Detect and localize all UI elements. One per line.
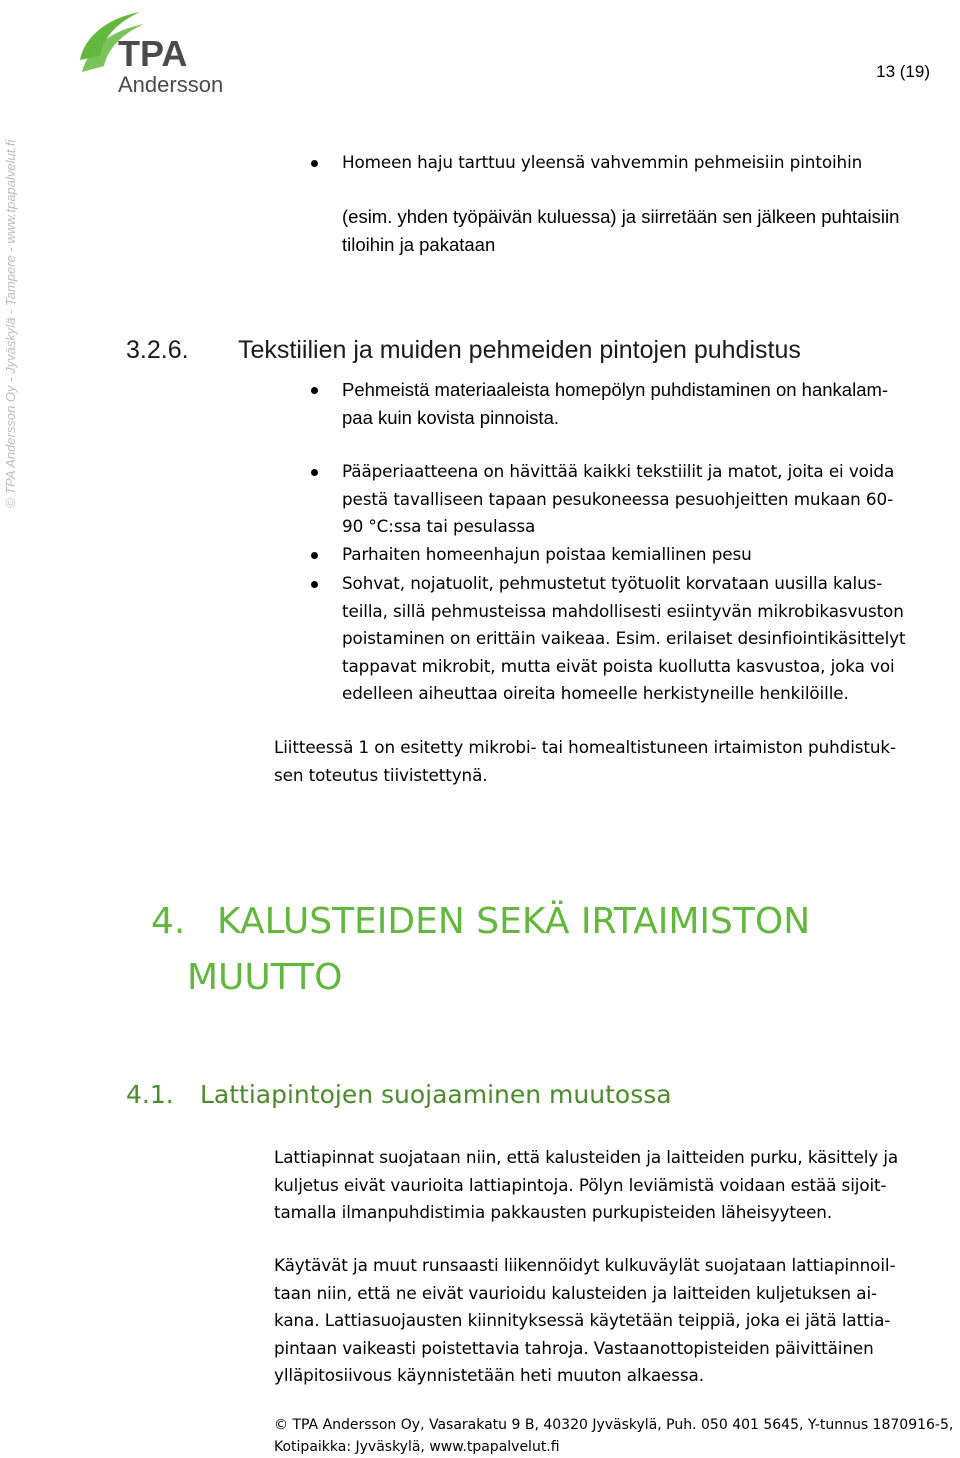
text-line: pestä tavalliseen tapaan pesukoneessa pesuohjeitten mukaan 60- [342,488,894,509]
bullet-dot [311,581,318,588]
logo-text-sub: Andersson [118,72,224,97]
chapter-heading [151,894,911,1006]
text-line: Liitteessä 1 on esitetty mikrobi- tai homealtistuneen irtaimiston puhdistuk- [274,737,896,757]
bullet-dot [311,469,318,476]
page-footer [274,1414,954,1458]
subsection-title: Lattiapintojen suojaaminen muutossa [200,1080,672,1109]
copyright-sidebar [0,118,22,518]
list-item [342,541,954,569]
logo-graphic [78,8,238,98]
text-line: Käytävät ja muut runsaasti liikennöidyt kulkuväylät suojataan lattiapinnoil- [274,1255,896,1275]
company-logo [78,8,238,98]
bullet-dot [311,552,318,559]
text-line: 90 °C:ssa tai pesulassa [342,516,536,536]
text-line: poistaminen on erittäin vaikeaa. Esim. erilaiset desinfiointikäsittelyt [342,628,906,648]
text-line: edelleen aiheuttaa oireita homeelle herkistyneille henkilöille. [342,683,849,703]
text-line: (esim. yhden työpäivän kuluessa) ja siirretään sen jälkeen puhtaisiin [342,206,900,227]
text-line: kana. Lattiasuojausten kiinnityksessä käytetään teippiä, joka ei jätä lattia- [274,1310,891,1330]
list-item [342,376,954,432]
section-number: 3.2.6. [126,336,189,364]
text-line: ylläpitosiivous käynnistetään heti muuton alkaessa. [274,1365,704,1385]
section-title: Tekstiilien ja muiden pehmeiden pintojen puhdistus [238,336,801,364]
subsection-number: 4.1. [126,1080,174,1109]
list-item [342,570,954,708]
text-line: Parhaiten homeenhajun poistaa kemiallinen pesu [342,544,752,564]
list-item [342,458,954,541]
text-line: Sohvat, nojatuolit, pehmustetut työtuolit korvataan uusilla kalus- [342,573,883,593]
text-line: Homeen haju tarttuu yleensä vahvemmin pehmeisiin pintoihin [342,152,863,172]
appendix-paragraph [274,734,954,789]
text-line: tiloihin ja pakataan [342,234,496,255]
text-line: taan niin, että ne eivät vaurioidu kalusteiden ja laitteiden kuljetuksen ai- [274,1282,877,1303]
chapter-title-line2: MUUTTO [187,957,343,998]
text-line: Lattiapinnat suojataan niin, että kalusteiden ja laitteiden purku, käsittely ja [274,1147,899,1167]
text-line: paa kuin kovista pinnoista. [342,407,559,428]
text-line: sen toteutus tiivistettynä. [274,764,488,785]
chapter-number: 4. [151,901,186,942]
footer-line: Kotipaikka: Jyväskylä, www.tpapalvelut.fi [274,1439,560,1455]
logo-text-main: TPA [118,33,188,74]
list-item [342,149,954,177]
continuation-paragraph [342,203,942,259]
sidebar-text: © TPA Andersson Oy - Jyväskylä - Tampere - www.tpapalvelut.fi [3,139,18,508]
text-line: kuljetus eivät vaurioita lattiapintoja. Pölyn leviämistä voidaan estää sijoit- [274,1174,887,1195]
text-line: tamalla ilmanpuhdistimia pakkausten purkupisteiden läheisyyteen. [274,1202,833,1222]
chapter-title-line1: KALUSTEIDEN SEKÄ IRTAIMISTON [217,901,811,942]
bullet-dot [311,160,318,167]
paragraph-corridors [274,1252,954,1390]
text-line: pintaan vaikeasti poistettavia tahroja. Vastaanottopisteiden päivittäinen [274,1337,874,1358]
footer-line: © TPA Andersson Oy, Vasarakatu 9 B, 40320 Jyväskylä, Puh. 050 401 5645, Y-tunnus 1870916-5, [274,1417,954,1433]
page-number: 13 (19) [876,62,930,81]
text-line: tappavat mikrobit, mutta eivät poista kuollutta kasvustoa, joka voi [342,655,895,676]
text-line: teilla, sillä pehmusteissa mahdollisesti esiintyvän mikrobikasvuston [342,600,904,621]
paragraph-floor-protection [274,1144,954,1227]
text-line: Pääperiaatteena on hävittää kaikki tekstiilit ja matot, joita ei voida [342,461,895,481]
text-line: Pehmeistä materiaaleista homepölyn puhdistaminen on hankalam- [342,379,889,400]
